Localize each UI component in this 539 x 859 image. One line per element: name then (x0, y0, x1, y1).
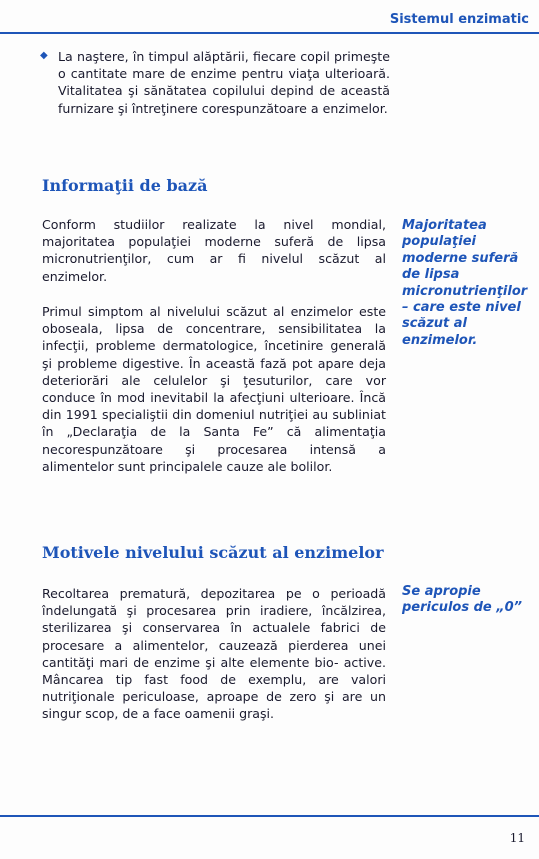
footer-rule (0, 815, 539, 817)
page-number: 11 (509, 831, 525, 845)
sidenote-micronutrients: Majoritatea populaţiei moderne suferă de lipsa micronutrienţilor – care este nivel scăzut al enzimelor. (402, 218, 528, 348)
running-header: Sistemul enzimatic (389, 12, 529, 27)
section-heading-reasons: Motivele nivelului scăzut al enzimelor (42, 543, 384, 562)
paragraph-reasons: Recoltarea prematură, depozitarea pe o perioadă îndelungată şi procesarea prin iradiere, încălzirea, sterilizarea şi conservarea în actualele fabrici de procesare a alimentelor, cauzează pierderea unei cantităţi mari de enzime şi alte elemente bio- active. Mâncarea tip fast food de exemplu, are valori nutriţionale periculoase, aproape de zero şi are un singur scop, de a face oamenii graşi. (42, 586, 386, 722)
intro-bullet (40, 48, 390, 117)
header-rule (0, 32, 539, 34)
section-heading-basic-info: Informaţii de bază (42, 176, 208, 195)
paragraph-studies: Conform studiilor realizate la nivel mondial, majoritatea populaţiei moderne suferă de lipsa micronutrienţilor, cum ar fi nivelul scăzut al enzimelor. (42, 217, 386, 284)
paragraph-symptoms: Primul simptom al nivelului scăzut al enzimelor este oboseala, lipsa de concentrare, sensibilitatea la infecţii, probleme dermatologice, încetinire generală şi probleme digestive. În această fază pot apare deja deteriorări ale celulelor şi ţesuturilor, care vor conduce în mod inevitabil la afecţiuni ulterioare. Încă din 1991 specialiştii din domeniul nutriţiei au subliniat în „Declaraţia de la Santa Fe” că alimentaţia necorespunzătoare şi procesarea intensă a alimentelor sunt principalele cauze ale bolilor. (42, 304, 386, 474)
sidenote-near-zero: Se apropie periculos de „0” (402, 584, 523, 616)
diamond-bullet-icon: ◆ (40, 50, 48, 61)
intro-bullet-text: La naştere, în timpul alăptării, fiecare copil primeşte o cantitate mare de enzime pentru viaţa ulterioară. Vitalitatea şi sănătatea copilului depind de această furnizare şi întreţinere corespunzătoare a enzimelor. (58, 49, 390, 116)
